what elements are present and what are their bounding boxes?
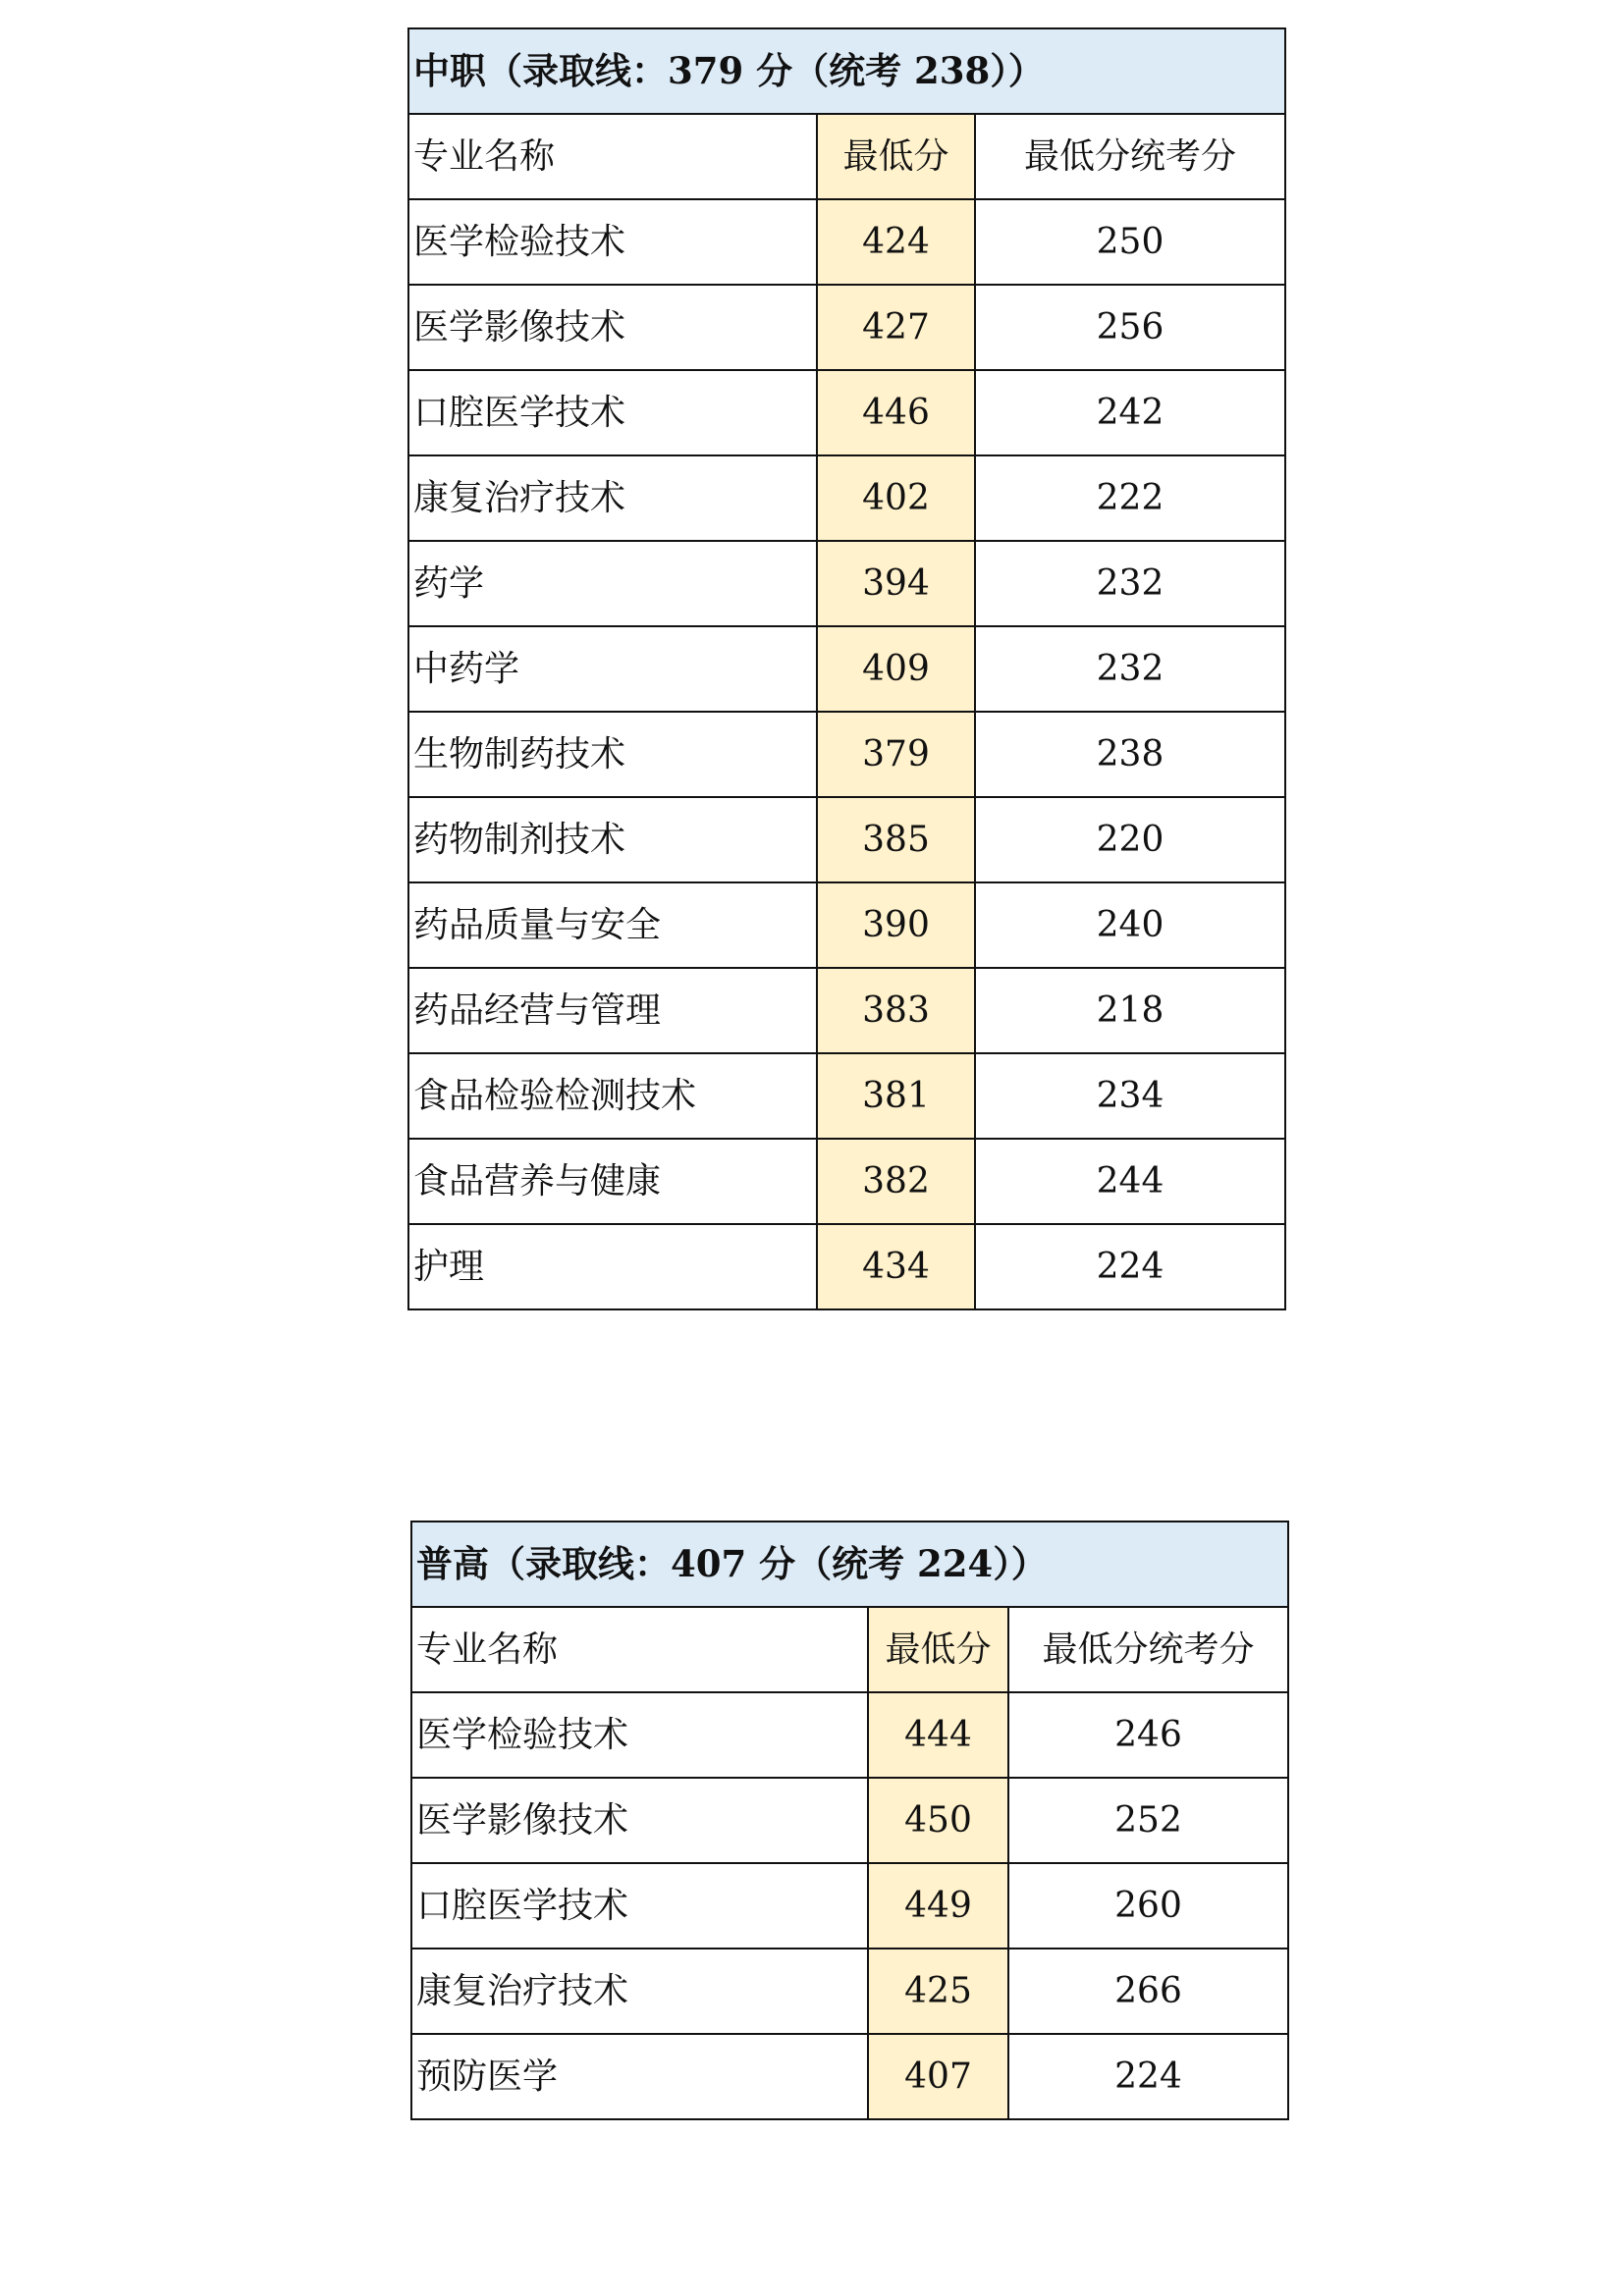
- exam-score-cell: 224: [1008, 2034, 1288, 2119]
- min-score-cell: 409: [817, 626, 975, 712]
- min-score-cell: 427: [817, 285, 975, 370]
- table-header-row: [408, 114, 1285, 199]
- major-name-cell: 药品经营与管理: [408, 968, 817, 1053]
- min-score-cell: 390: [817, 882, 975, 968]
- exam-score-cell: 244: [975, 1139, 1285, 1224]
- major-name-cell: 预防医学: [411, 2034, 868, 2119]
- table-row: [408, 199, 1285, 285]
- exam-score-cell: 240: [975, 882, 1285, 968]
- min-score-cell: 407: [868, 2034, 1008, 2119]
- header-min-exam-score: 最低分统考分: [1008, 1607, 1288, 1692]
- min-score-cell: 425: [868, 1949, 1008, 2034]
- zhongzhi-table-body: [408, 28, 1285, 1309]
- table-title-row: [411, 1522, 1288, 1607]
- header-min-exam-score: 最低分统考分: [975, 114, 1285, 199]
- zhongzhi-score-table: [407, 27, 1286, 1310]
- major-name-cell: 中药学: [408, 626, 817, 712]
- exam-score-cell: 260: [1008, 1863, 1288, 1949]
- min-score-cell: 383: [817, 968, 975, 1053]
- major-name-cell: 食品检验检测技术: [408, 1053, 817, 1139]
- min-score-cell: 444: [868, 1692, 1008, 1778]
- pugao-score-table: [410, 1521, 1289, 2120]
- exam-score-cell: 246: [1008, 1692, 1288, 1778]
- exam-score-cell: 256: [975, 285, 1285, 370]
- major-name-cell: 生物制药技术: [408, 712, 817, 797]
- min-score-cell: 385: [817, 797, 975, 882]
- major-name-cell: 医学影像技术: [408, 285, 817, 370]
- major-name-cell: 医学检验技术: [411, 1692, 868, 1778]
- table-row: [408, 968, 1285, 1053]
- major-name-cell: 康复治疗技术: [408, 455, 817, 541]
- table-row: [408, 370, 1285, 455]
- major-name-cell: 康复治疗技术: [411, 1949, 868, 2034]
- pugao-table-body: [411, 1522, 1288, 2119]
- major-name-cell: 食品营养与健康: [408, 1139, 817, 1224]
- min-score-cell: 424: [817, 199, 975, 285]
- table-row: [411, 2034, 1288, 2119]
- min-score-cell: 394: [817, 541, 975, 626]
- table-row: [408, 626, 1285, 712]
- exam-score-cell: 232: [975, 541, 1285, 626]
- major-name-cell: 药品质量与安全: [408, 882, 817, 968]
- table-row: [411, 1863, 1288, 1949]
- min-score-cell: 402: [817, 455, 975, 541]
- exam-score-cell: 250: [975, 199, 1285, 285]
- min-score-cell: 381: [817, 1053, 975, 1139]
- table-row: [411, 1778, 1288, 1863]
- min-score-cell: 446: [817, 370, 975, 455]
- major-name-cell: 护理: [408, 1224, 817, 1309]
- table-row: [408, 1139, 1285, 1224]
- major-name-cell: 医学检验技术: [408, 199, 817, 285]
- table-row: [411, 1692, 1288, 1778]
- zhongzhi-table-title: 中职（录取线：379 分（统考 238））: [408, 28, 1285, 114]
- exam-score-cell: 220: [975, 797, 1285, 882]
- table-row: [408, 285, 1285, 370]
- table-row: [408, 1224, 1285, 1309]
- table-row: [411, 1949, 1288, 2034]
- min-score-cell: 449: [868, 1863, 1008, 1949]
- major-name-cell: 口腔医学技术: [411, 1863, 868, 1949]
- table-row: [408, 882, 1285, 968]
- min-score-cell: 379: [817, 712, 975, 797]
- exam-score-cell: 252: [1008, 1778, 1288, 1863]
- min-score-cell: 382: [817, 1139, 975, 1224]
- header-major-name: 专业名称: [408, 114, 817, 199]
- table-row: [408, 712, 1285, 797]
- header-min-score: 最低分: [817, 114, 975, 199]
- major-name-cell: 药学: [408, 541, 817, 626]
- table-row: [408, 797, 1285, 882]
- min-score-cell: 450: [868, 1778, 1008, 1863]
- table-header-row: [411, 1607, 1288, 1692]
- exam-score-cell: 234: [975, 1053, 1285, 1139]
- exam-score-cell: 224: [975, 1224, 1285, 1309]
- header-major-name: 专业名称: [411, 1607, 868, 1692]
- exam-score-cell: 242: [975, 370, 1285, 455]
- table-row: [408, 455, 1285, 541]
- exam-score-cell: 232: [975, 626, 1285, 712]
- header-min-score: 最低分: [868, 1607, 1008, 1692]
- table-row: [408, 1053, 1285, 1139]
- min-score-cell: 434: [817, 1224, 975, 1309]
- pugao-table-title: 普高（录取线：407 分（统考 224））: [411, 1522, 1288, 1607]
- exam-score-cell: 218: [975, 968, 1285, 1053]
- major-name-cell: 口腔医学技术: [408, 370, 817, 455]
- major-name-cell: 药物制剂技术: [408, 797, 817, 882]
- exam-score-cell: 238: [975, 712, 1285, 797]
- exam-score-cell: 222: [975, 455, 1285, 541]
- table-row: [408, 541, 1285, 626]
- major-name-cell: 医学影像技术: [411, 1778, 868, 1863]
- table-title-row: [408, 28, 1285, 114]
- exam-score-cell: 266: [1008, 1949, 1288, 2034]
